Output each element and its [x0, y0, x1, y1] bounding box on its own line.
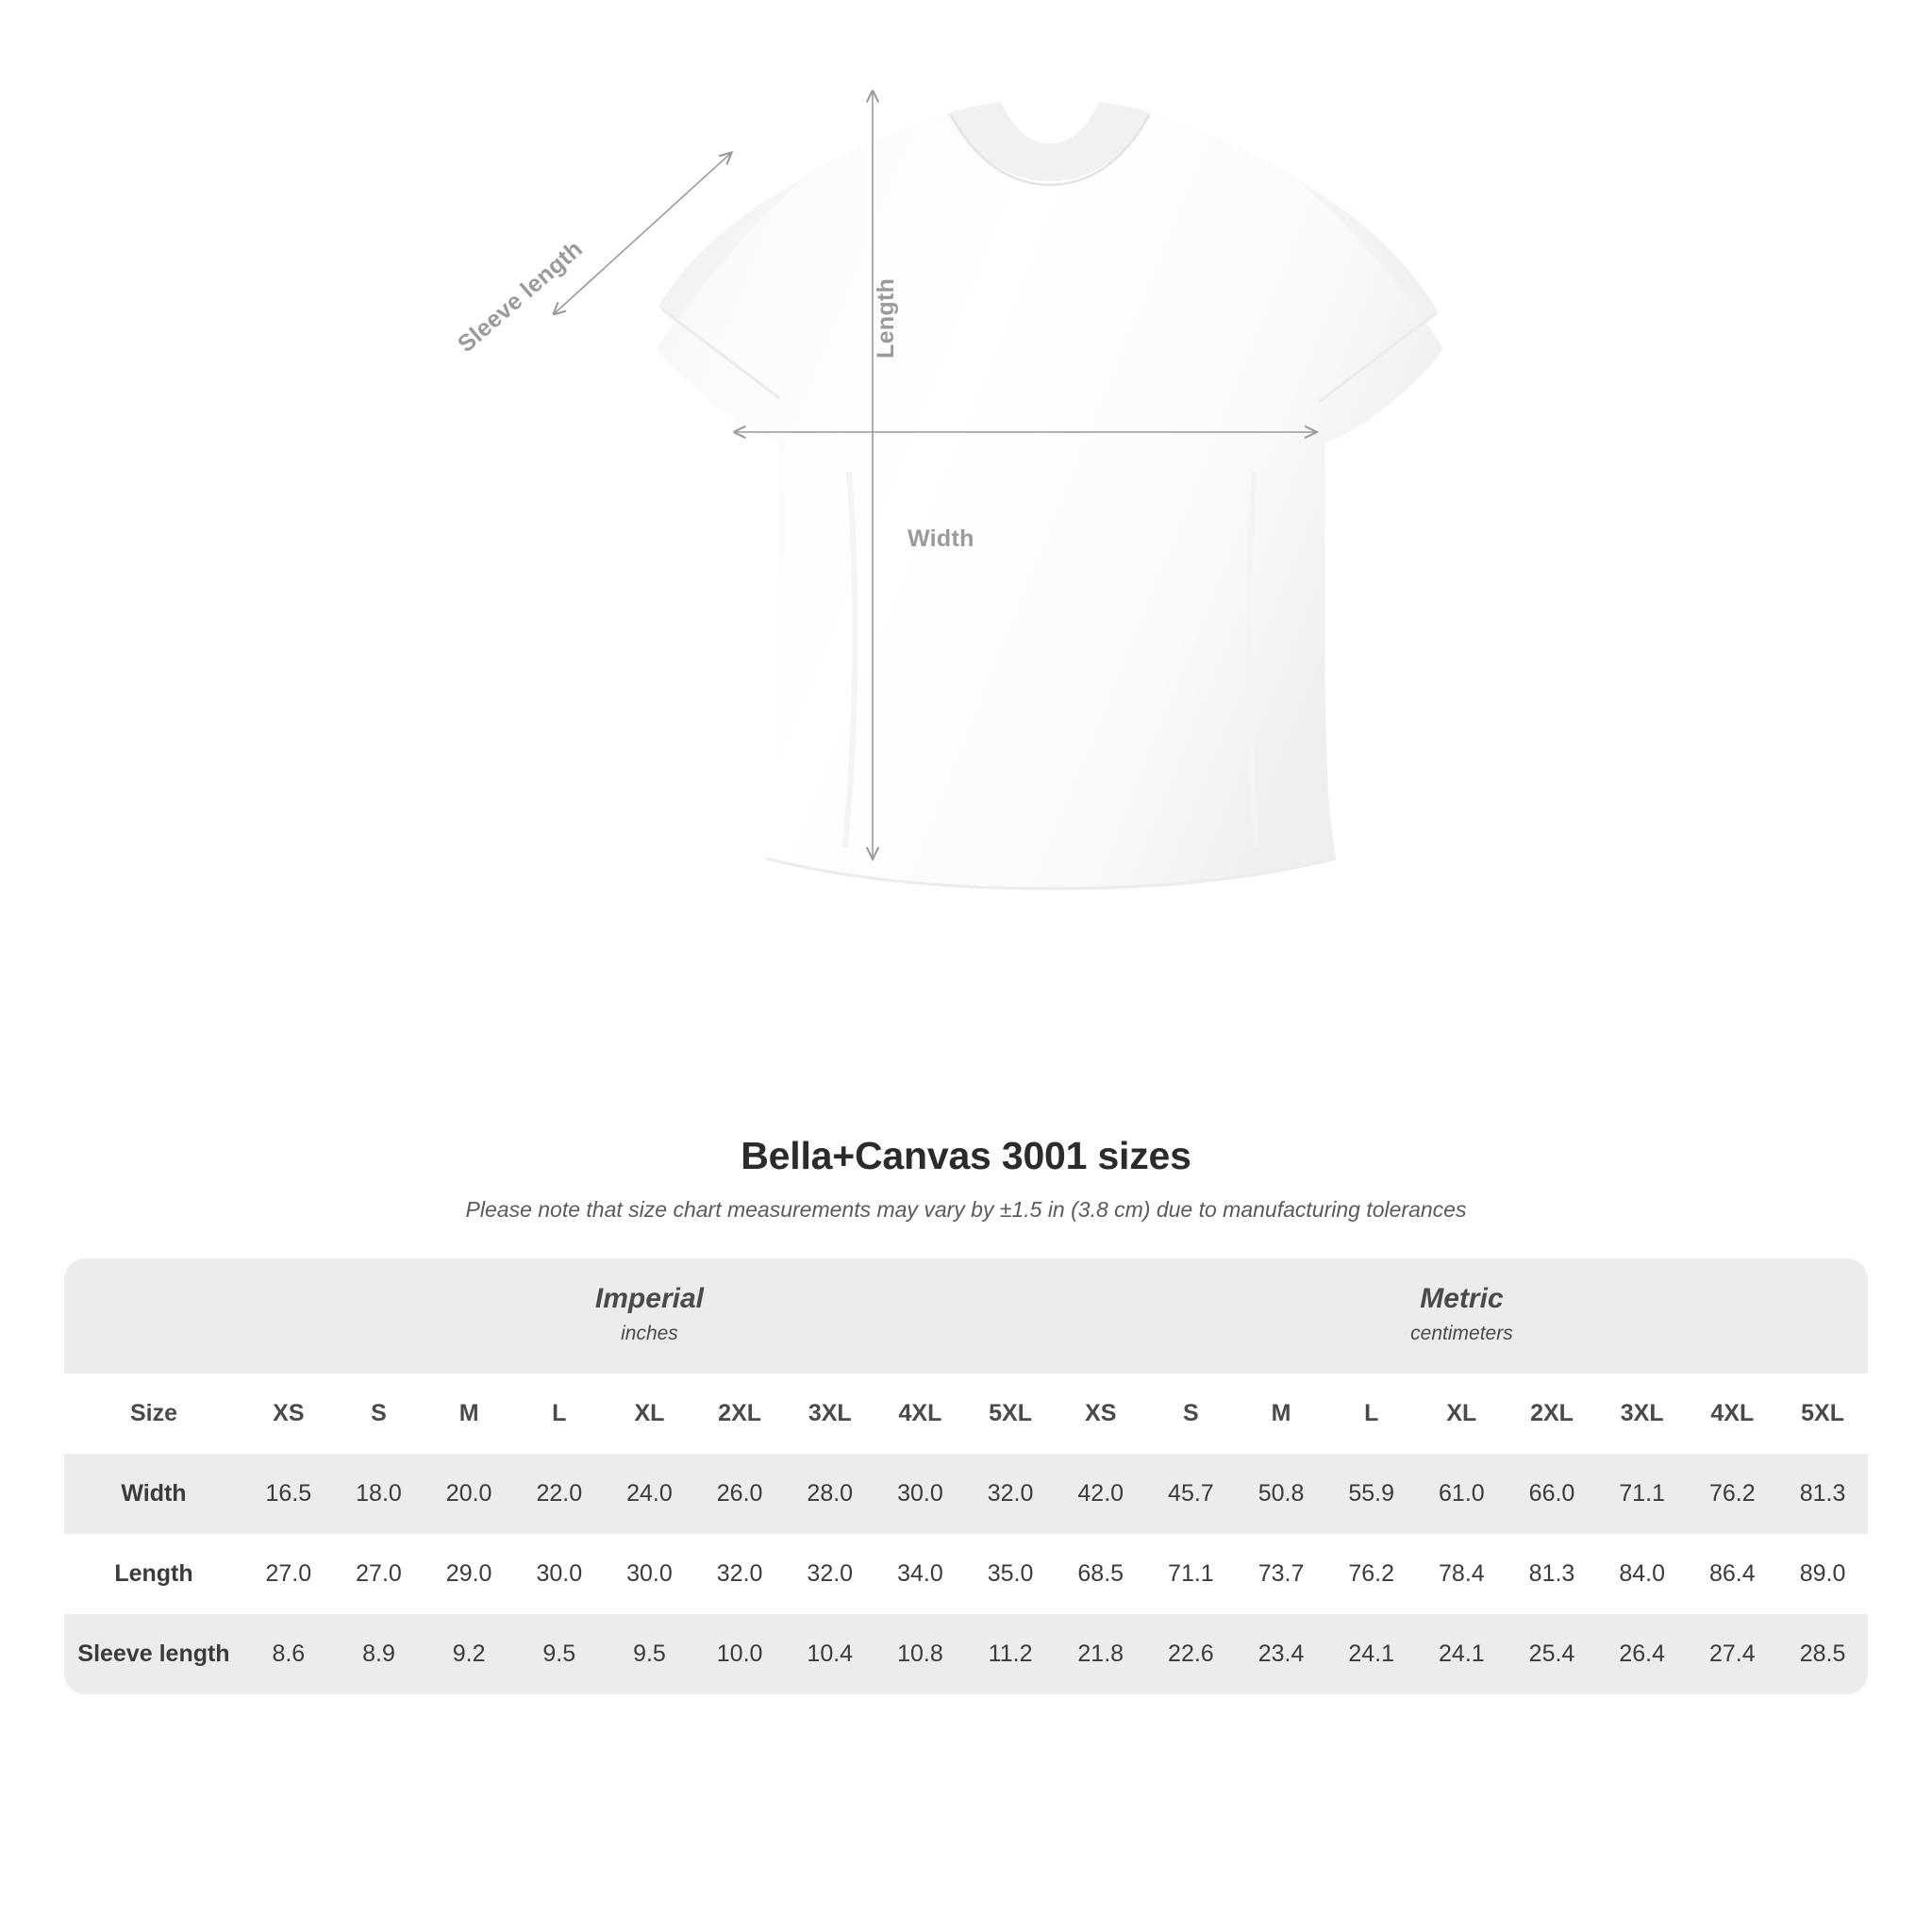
table-cell: 27.0: [334, 1534, 425, 1614]
size-column-header: XS: [1056, 1374, 1146, 1454]
table-cell: 76.2: [1688, 1454, 1778, 1534]
table-cell: 71.1: [1597, 1454, 1688, 1534]
table-cell: 73.7: [1236, 1534, 1326, 1614]
table-cell: 10.8: [875, 1614, 966, 1694]
table-cell: 34.0: [875, 1534, 966, 1614]
size-column-header: S: [1146, 1374, 1237, 1454]
table-cell: 66.0: [1507, 1454, 1597, 1534]
table-cell: 29.0: [424, 1534, 514, 1614]
size-column-header: S: [334, 1374, 425, 1454]
size-table: [64, 1258, 1868, 1694]
row-label: Length: [64, 1534, 243, 1614]
unit-row-spacer: [64, 1258, 243, 1374]
metric-unit-label: centimeters: [1410, 1323, 1513, 1344]
tshirt-svg: [406, 66, 1528, 1057]
size-column-header: 3XL: [1597, 1374, 1688, 1454]
table-cell: 32.0: [694, 1534, 785, 1614]
table-cell: 45.7: [1146, 1454, 1237, 1534]
size-column-header: 4XL: [875, 1374, 966, 1454]
size-column-header: 4XL: [1688, 1374, 1778, 1454]
table-cell: 81.3: [1777, 1454, 1868, 1534]
table-cell: 78.4: [1417, 1534, 1507, 1614]
table-cell: 24.1: [1417, 1614, 1507, 1694]
table-cell: 24.1: [1326, 1614, 1417, 1694]
table-cell: 22.6: [1146, 1614, 1237, 1694]
table-cell: 28.5: [1777, 1614, 1868, 1694]
size-column-header: 5XL: [1777, 1374, 1868, 1454]
metric-system-label: Metric: [1420, 1283, 1504, 1314]
size-header-cell: Size: [64, 1374, 243, 1454]
table-cell: 68.5: [1056, 1534, 1146, 1614]
table-cell: 42.0: [1056, 1454, 1146, 1534]
table-cell: 11.2: [965, 1614, 1056, 1694]
table-cell: 10.0: [694, 1614, 785, 1694]
table-row: [64, 1614, 1868, 1694]
table-cell: 30.0: [605, 1534, 695, 1614]
table-cell: 26.4: [1597, 1614, 1688, 1694]
size-column-header: 5XL: [965, 1374, 1056, 1454]
table-cell: 9.5: [605, 1614, 695, 1694]
table-cell: 10.4: [785, 1614, 875, 1694]
sleeve-length-label: Sleeve length: [453, 235, 588, 358]
table-cell: 27.0: [243, 1534, 334, 1614]
table-cell: 18.0: [334, 1454, 425, 1534]
size-column-header: XS: [243, 1374, 334, 1454]
table-cell: 8.6: [243, 1614, 334, 1694]
unit-system-row: [64, 1258, 1868, 1374]
row-label: Width: [64, 1454, 243, 1534]
size-column-header: M: [424, 1374, 514, 1454]
size-column-header: L: [514, 1374, 605, 1454]
table-cell: 86.4: [1688, 1534, 1778, 1614]
table-cell: 28.0: [785, 1454, 875, 1534]
size-column-header: M: [1236, 1374, 1326, 1454]
table-cell: 50.8: [1236, 1454, 1326, 1534]
table-cell: 16.5: [243, 1454, 334, 1534]
table-cell: 55.9: [1326, 1454, 1417, 1534]
table-cell: 22.0: [514, 1454, 605, 1534]
table-cell: 20.0: [424, 1454, 514, 1534]
imperial-system-label: Imperial: [594, 1283, 704, 1314]
imperial-header-cell: [243, 1258, 1056, 1374]
tshirt-shape: [657, 102, 1443, 889]
table-cell: 76.2: [1326, 1534, 1417, 1614]
table-cell: 35.0: [965, 1534, 1056, 1614]
table-cell: 27.4: [1688, 1614, 1778, 1694]
size-table-wrapper: [64, 1258, 1868, 1694]
size-column-header: 2XL: [1507, 1374, 1597, 1454]
table-row: [64, 1534, 1868, 1614]
tolerance-note: Please note that size chart measurements may vary by ±1.5 in (3.8 cm) due to manufacturing tolerances: [465, 1197, 1467, 1222]
table-cell: 81.3: [1507, 1534, 1597, 1614]
size-header-row: [64, 1374, 1868, 1454]
size-column-header: XL: [1417, 1374, 1507, 1454]
table-cell: 32.0: [785, 1534, 875, 1614]
table-cell: 89.0: [1777, 1534, 1868, 1614]
row-label: Sleeve length: [64, 1614, 243, 1694]
width-label: Width: [908, 525, 974, 552]
table-cell: 84.0: [1597, 1534, 1688, 1614]
table-cell: 26.0: [694, 1454, 785, 1534]
table-cell: 30.0: [514, 1534, 605, 1614]
table-cell: 25.4: [1507, 1614, 1597, 1694]
length-label: Length: [873, 277, 899, 358]
page-title: Bella+Canvas 3001 sizes: [741, 1134, 1191, 1177]
table-cell: 21.8: [1056, 1614, 1146, 1694]
table-cell: 30.0: [875, 1454, 966, 1534]
size-column-header: 3XL: [785, 1374, 875, 1454]
table-cell: 9.2: [424, 1614, 514, 1694]
imperial-unit-label: inches: [621, 1323, 678, 1344]
table-cell: 8.9: [334, 1614, 425, 1694]
size-column-header: XL: [605, 1374, 695, 1454]
table-cell: 9.5: [514, 1614, 605, 1694]
size-column-header: 2XL: [694, 1374, 785, 1454]
title-block: [0, 1134, 1932, 1223]
tshirt-graphic: [406, 66, 1528, 1057]
metric-header-cell: [1056, 1258, 1868, 1374]
table-cell: 23.4: [1236, 1614, 1326, 1694]
table-cell: 71.1: [1146, 1534, 1237, 1614]
table-cell: 61.0: [1417, 1454, 1507, 1534]
table-cell: 24.0: [605, 1454, 695, 1534]
size-column-header: L: [1326, 1374, 1417, 1454]
table-cell: 32.0: [965, 1454, 1056, 1534]
table-row: [64, 1454, 1868, 1534]
